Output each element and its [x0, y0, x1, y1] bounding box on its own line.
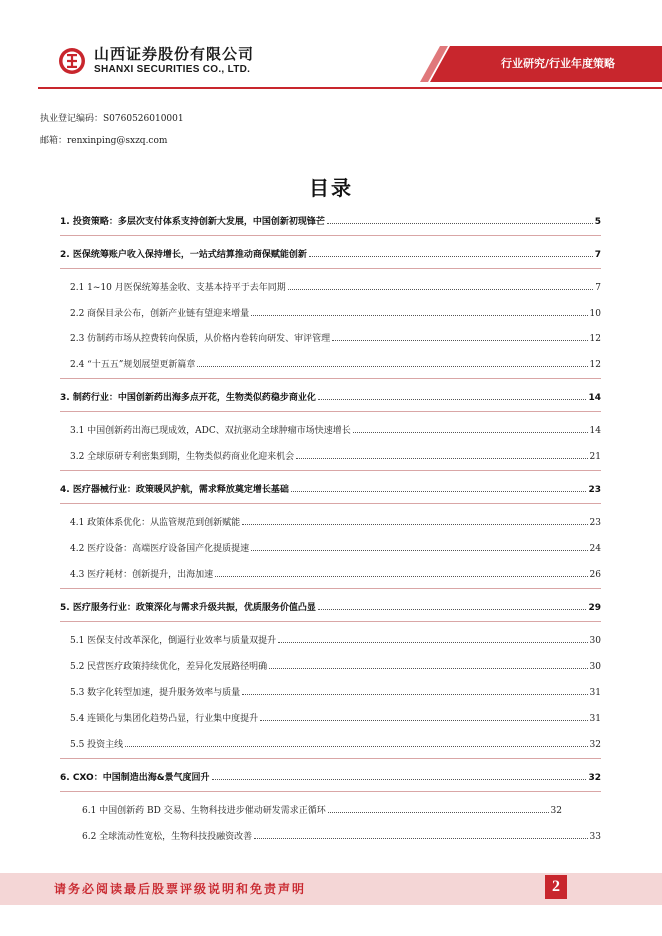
section-divider: [60, 758, 601, 759]
section-divider: [60, 378, 601, 379]
section-divider: [60, 621, 601, 622]
toc-entry-page: 12: [589, 334, 601, 344]
toc-entry-title: 6. CXO：中国制造出海&景气度回升: [60, 773, 210, 783]
toc-entry-page: 30: [589, 662, 601, 672]
toc-entry-4-2[interactable]: [70, 541, 601, 554]
toc-entry-page: 29: [588, 603, 601, 613]
toc-leader-dots: [318, 609, 587, 610]
toc-entry-title: 2.4 “十五五”规划展望更新篇章: [70, 360, 196, 370]
toc-entry-title: 4.1 政策体系优化：从监管规范到创新赋能: [70, 518, 241, 528]
toc-entry-title: 3. 制药行业：中国创新药出海多点开花，生物类似药稳步商业化: [60, 393, 316, 403]
section-divider: [60, 235, 601, 236]
toc-entry-5-1[interactable]: [70, 633, 601, 646]
toc-leader-dots: [197, 366, 587, 367]
toc-entry-title: 2.3 仿制药市场从控费转向保质，从价格内卷转向研发、审评管理: [70, 334, 331, 344]
company-name-en: SHANXI SECURITIES CO., LTD.: [94, 64, 251, 75]
section-divider: [60, 588, 601, 589]
toc-leader-dots: [242, 694, 587, 695]
toc-entry-page: 7: [595, 283, 601, 293]
toc-leader-dots: [125, 746, 587, 747]
toc-leader-dots: [291, 491, 587, 492]
toc-entry-page: 31: [589, 714, 601, 724]
toc-entry-6-1[interactable]: [82, 803, 562, 816]
toc-entry-page: 31: [589, 688, 601, 698]
toc-leader-dots: [332, 340, 587, 341]
toc-entry-title: 5.1 医保支付改革深化，倒逼行业效率与质量双提升: [70, 636, 277, 646]
toc-entry-page: 30: [589, 636, 601, 646]
toc-title: 目录: [309, 176, 353, 200]
toc-entry-page: 10: [589, 309, 601, 319]
toc-leader-dots: [288, 289, 594, 290]
toc-entry-6-2[interactable]: [82, 829, 601, 842]
section-divider: [60, 791, 601, 792]
toc-entry-page: 26: [589, 570, 601, 580]
toc-entry-page: 14: [589, 426, 601, 436]
toc-entry-page: 32: [550, 806, 562, 816]
section-divider: [60, 268, 601, 269]
toc-entry-page: 5: [594, 217, 601, 227]
toc-entry-2-4[interactable]: [70, 357, 601, 370]
section-divider: [60, 503, 601, 504]
company-name-cn: 山西证券股份有限公司: [94, 45, 255, 63]
toc-entry-2-3[interactable]: [70, 331, 601, 344]
toc-leader-dots: [251, 315, 587, 316]
toc-entry-title: 1. 投资策略：多层次支付体系支持创新大发展，中国创新初现锋芒: [60, 217, 325, 227]
toc-leader-dots: [278, 642, 587, 643]
page-number: 2: [545, 875, 567, 899]
analyst-email: 邮箱：renxinping@sxzq.com: [40, 136, 168, 146]
footer-disclaimer: 请务必阅读最后股票评级说明和免责声明: [54, 882, 307, 896]
toc-entry-page: 14: [588, 393, 601, 403]
toc-entry-2-1[interactable]: [70, 280, 601, 293]
header-divider: [38, 87, 662, 89]
toc-entry-3-2[interactable]: [70, 449, 601, 462]
toc-entry-title: 4.2 医疗设备：高端医疗设备国产化提质提速: [70, 544, 250, 554]
toc-entry-4-3[interactable]: [70, 567, 601, 580]
toc-entry-page: 12: [589, 360, 601, 370]
shanxi-securities-logo-icon: [58, 47, 86, 75]
toc-entry-title: 3.1 中国创新药出海已现成效，ADC、双抗驱动全球肿瘤市场快速增长: [70, 426, 351, 436]
company-logo: [58, 46, 254, 76]
toc-entry-5-4[interactable]: [70, 711, 601, 724]
toc-entry-title: 3.2 全球原研专利密集到期，生物类似药商业化迎来机会: [70, 452, 295, 462]
toc-entry-title: 5.5 投资主线: [70, 740, 124, 750]
toc-entry-4[interactable]: [60, 482, 601, 495]
toc-entry-6[interactable]: [60, 770, 601, 783]
toc-leader-dots: [353, 432, 588, 433]
toc-leader-dots: [254, 838, 587, 839]
toc-entry-page: 32: [588, 773, 601, 783]
toc-entry-page: 23: [589, 518, 601, 528]
toc-leader-dots: [328, 812, 549, 813]
toc-entry-page: 7: [594, 250, 601, 260]
toc-entry-title: 6.2 全球流动性宽松，生物科技投融资改善: [82, 832, 253, 842]
toc-entry-5[interactable]: [60, 600, 601, 613]
toc-entry-5-3[interactable]: [70, 685, 601, 698]
toc-entry-2-2[interactable]: [70, 306, 601, 319]
toc-leader-dots: [309, 256, 593, 257]
toc-entry-title: 5.3 数字化转型加速，提升服务效率与质量: [70, 688, 241, 698]
toc-entry-title: 4. 医疗器械行业：政策暖风护航，需求释放奠定增长基础: [60, 485, 289, 495]
toc-leader-dots: [296, 458, 587, 459]
registration-code: 执业登记编码：S0760526010001: [40, 114, 184, 124]
toc-leader-dots: [215, 576, 587, 577]
toc-entry-2[interactable]: [60, 247, 601, 260]
toc-entry-3[interactable]: [60, 390, 601, 403]
toc-leader-dots: [251, 550, 587, 551]
toc-leader-dots: [327, 223, 593, 224]
toc-entry-page: 23: [588, 485, 601, 495]
section-divider: [60, 411, 601, 412]
toc-leader-dots: [212, 779, 587, 780]
toc-entry-title: 6.1 中国创新药 BD 交易、生物科技进步催动研发需求正循环: [82, 806, 326, 816]
toc-entry-title: 5.4 连锁化与集团化趋势凸显，行业集中度提升: [70, 714, 259, 724]
toc-entry-page: 33: [589, 832, 601, 842]
toc-entry-title: 5.2 民营医疗政策持续优化，差异化发展路径明确: [70, 662, 268, 672]
toc-entry-3-1[interactable]: [70, 423, 601, 436]
toc-entry-page: 32: [589, 740, 601, 750]
toc-entry-5-5[interactable]: [70, 737, 601, 750]
toc-entry-page: 21: [589, 452, 601, 462]
toc-entry-title: 4.3 医疗耗材：创新提升，出海加速: [70, 570, 214, 580]
toc-entry-title: 2.2 商保目录公布，创新产业链有望迎来增量: [70, 309, 250, 319]
toc-leader-dots: [242, 524, 587, 525]
toc-entry-page: 24: [589, 544, 601, 554]
toc-leader-dots: [269, 668, 587, 669]
toc-entry-5-2[interactable]: [70, 659, 601, 672]
page-header: [0, 0, 662, 92]
toc-entry-1[interactable]: [60, 214, 601, 227]
toc-leader-dots: [318, 399, 587, 400]
section-divider: [60, 470, 601, 471]
toc-entry-title: 2. 医保统筹账户收入保持增长，一站式结算推动商保赋能创新: [60, 250, 307, 260]
toc-entry-title: 2.1 1~10 月医保统筹基金收、支基本持平于去年同期: [70, 283, 286, 293]
toc-leader-dots: [260, 720, 587, 721]
report-category: 行业研究/行业年度策略: [500, 57, 616, 70]
toc-entry-4-1[interactable]: [70, 515, 601, 528]
toc-entry-title: 5. 医疗服务行业：政策深化与需求升级共振，优质服务价值凸显: [60, 603, 316, 613]
